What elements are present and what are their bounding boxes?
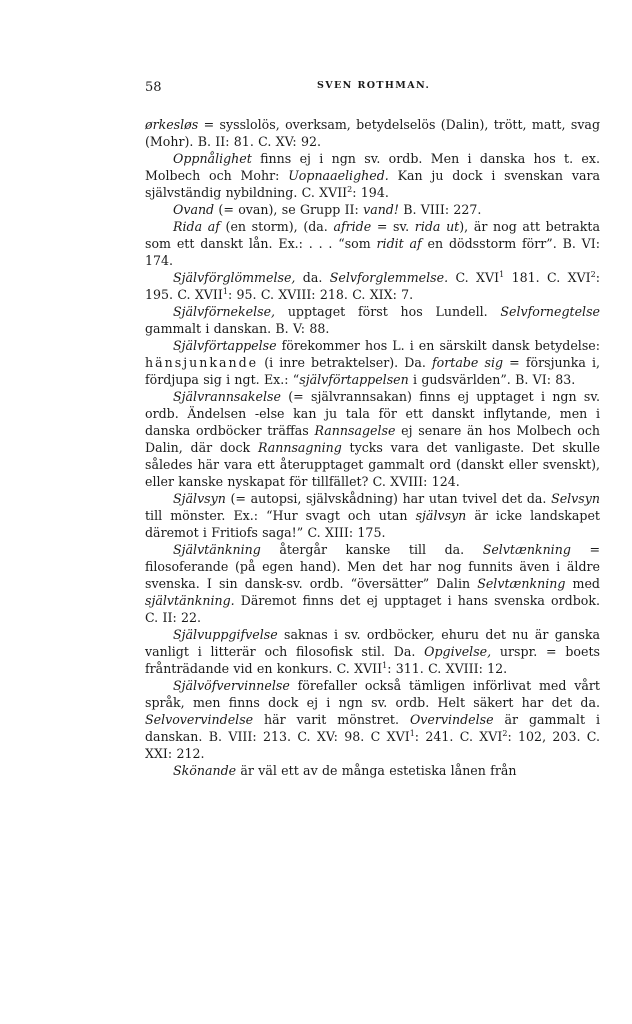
entry-sjalvofvervinnelse: Självöfvervinnelse förefaller också tämligen införlivat med vårt språk, men finns dock ej i ngn sv. ordb. Helt säkert har det da. Selvovervindelse här varit mönstret. Overvindelse är gammalt i danskan. B. VIII: 213. C. XV: 98. C XVI$^1$: 241. C. XVI$^2$: 102, 203. C. XXI: 212. bbox=[145, 678, 600, 761]
entry-sjalvfornekelse: Självförnekelse, upptaget först hos Lundell. Selvfornegtelse gammalt i danskan. B. V: 88. bbox=[145, 304, 600, 336]
document-page bbox=[145, 80, 600, 779]
running-head: SVEN ROTHMAN. bbox=[317, 80, 431, 91]
page-number: 58 bbox=[145, 80, 162, 95]
entry-sjalvrannsakelse: Självrannsakelse (= självrannsakan) finns ej upptaget i ngn sv. ordb. Ändelsen -else kan ju tala för ett danskt inflytande, men i danska ordböcker träffas Rannsagelse ej senare än hos Molbech och Dalin, där dock Rannsagning tycks vara det vanligaste. Det skulle således här vara ett återupptaget gammalt ord (danskt eller svenskt), eller kanske nyskapat för tillfället? C. XVIII: 124. bbox=[145, 389, 600, 489]
entry-sjalvforglommelse: Självförglömmelse, da. Selvforglemmelse. C. XVI$^1$ 181. C. XVI$^2$: 195. C. XVII$^1$: 95. C. XVIII: 218. C. XIX: 7. bbox=[145, 270, 600, 302]
entry-sjalvsyn: Självsyn (= autopsi, självskådning) har utan tvivel det da. Selvsyn till mönster. Ex.: “Hur svagt och utan självsyn är icke landskapet däremot i Fritiofs saga!” C. XIII: 175. bbox=[145, 491, 600, 540]
entry-sjalvuppgifvelse: Självuppgifvelse saknas i sv. ordböcker, ehuru det nu är ganska vanligt i litterär och filosofisk stil. Da. Opgivelse, urspr. = boets frånträdande vid en konkurs. C. XVII$^1$: 311. C. XVIII: 12. bbox=[145, 627, 600, 676]
entry-sjalvfortappelse: Självförtappelse förekommer hos L. i en särskilt dansk betydelse: hänsjunkande (i inre betraktelser). Da. fortabe sig = försjunka i, fördjupa sig i ngt. Ex.: “självförtappelsen i gudsvärlden”. B. VI: 83. bbox=[145, 338, 600, 387]
entry-rida-af: Rida af (en storm), (da. afride = sv. rida ut), är nog att betrakta som ett danskt lån. Ex.: . . . “som ridit af en dödsstorm förr”. B. VI: 174. bbox=[145, 219, 600, 268]
entry-orkeslos: ørkesløs = sysslolös, overksam, betydelselös (Dalin), trött, matt, svag (Mohr). B. II: 81. C. XV: 92. bbox=[145, 117, 600, 149]
entry-ovand: Ovand (= ovan), se Grupp II: vand! B. VIII: 227. bbox=[173, 202, 482, 217]
entry-sjalvtankning: Självtänkning återgår kanske till da. Selvtænkning = filosoferande (på egen hand). Men det har nog funnits även i äldre svenska. I sin dansk-sv. ordb. “översätter” Dalin Selvtænkning med självtänkning. Däremot finns det ej upptaget i hans svenska ordbok. C. II: 22. bbox=[145, 542, 600, 625]
page-header bbox=[145, 80, 600, 102]
entry-oppnalighet: Oppnålighet finns ej i ngn sv. ordb. Men i danska hos t. ex. Molbech och Mohr: Uopnaaelighed. Kan ju dock i svenskan vara självständig nybildning. C. XVII$^2$: 194. bbox=[145, 151, 600, 200]
entry-skonande: Skönande är väl ett av de många estetiska lånen från bbox=[173, 763, 517, 778]
